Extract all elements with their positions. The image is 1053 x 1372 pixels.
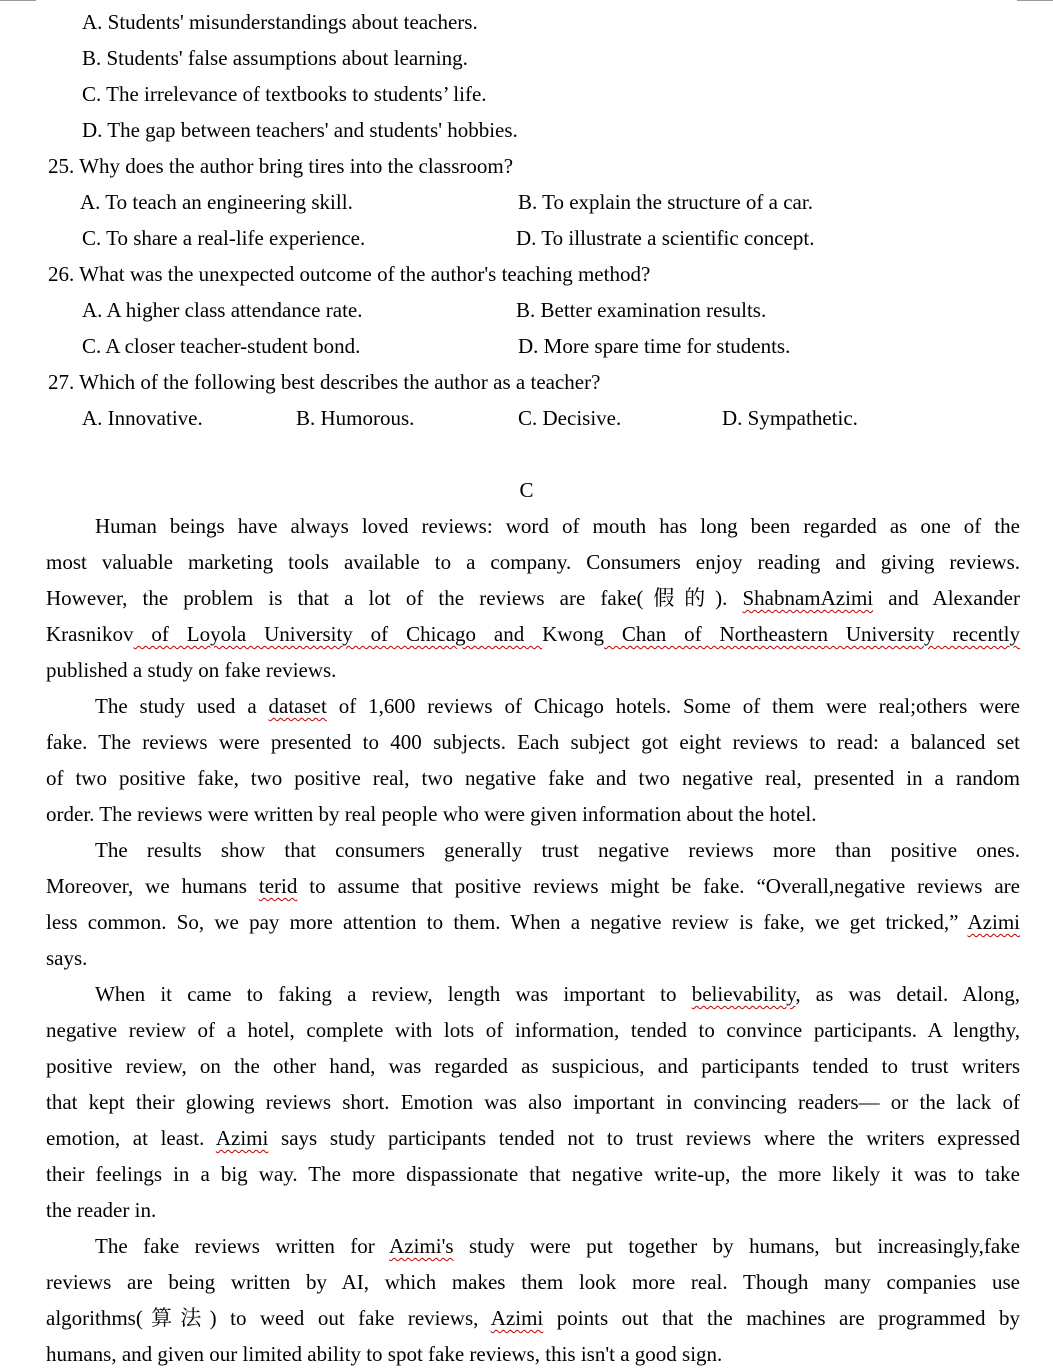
flagged-word: Azimi's <box>389 1234 454 1258</box>
flagged-word: of Loyola University of Chicago and <box>133 622 543 646</box>
q26-option-b: B. Better examination results. <box>516 298 767 322</box>
passage-line <box>46 868 1020 904</box>
line-text: Krasnikov <box>46 622 134 646</box>
flagged-word: Azimi <box>490 1306 544 1330</box>
paragraph-1 <box>46 508 1020 688</box>
q24-option-c: C. The irrelevance of textbooks to students’ life. <box>82 82 487 106</box>
passage-line <box>46 580 1020 616</box>
q27-option-b: B. Humorous. <box>296 406 415 430</box>
passage-line: says. <box>46 946 88 970</box>
paragraph-5 <box>46 1228 1020 1372</box>
q26-option-d: D. More spare time for students. <box>518 334 791 358</box>
passage-line: of two positive fake, two positive real, two negative fake and two negative real, presented in a random <box>46 766 1020 790</box>
paragraph-2 <box>46 688 1020 832</box>
q26-stem: 26. What was the unexpected outcome of the author's teaching method? <box>48 262 651 286</box>
passage-line: order. The reviews were written by real people who were given information about the hotel. <box>46 802 817 826</box>
passage-line: that kept their glowing reviews short. Emotion was also important in convincing readers— or the lack of <box>46 1090 1020 1114</box>
line-text: The study used a <box>95 694 269 718</box>
line-text: study were put together by humans, but increasingly,fake <box>453 1234 1021 1258</box>
q26-option-a: A. A higher class attendance rate. <box>82 298 363 322</box>
flagged-word: ShabnamAzimi <box>742 586 874 610</box>
q27-stem: 27. Which of the following best describes the author as a teacher? <box>48 370 601 394</box>
q27-option-d: D. Sympathetic. <box>722 406 858 430</box>
q26-option-c: C. A closer teacher-student bond. <box>82 334 361 358</box>
passage-line <box>46 1120 1020 1156</box>
q25-option-d: D. To illustrate a scientific concept. <box>516 226 815 250</box>
line-text: However, the problem is that a lot of the reviews are fake(假的). <box>46 586 743 610</box>
passage-line: reviews are being written by AI, which makes them look more real. Though many companies use <box>46 1270 1020 1294</box>
flagged-word: Chan of Northeastern University recently <box>604 622 1020 646</box>
q27-option-a: A. Innovative. <box>82 406 203 430</box>
passage-line <box>46 688 1020 724</box>
line-text: Kwong <box>542 622 604 646</box>
line-text: points out that the machines are programmed by <box>543 1306 1020 1330</box>
line-text: and Alexander <box>873 586 1020 610</box>
q25-option-a: A. To teach an engineering skill. <box>80 190 353 214</box>
section-heading: C <box>519 478 534 502</box>
line-text: algorithms(算法) to weed out fake reviews, <box>46 1306 491 1330</box>
passage-line: negative review of a hotel, complete with lots of information, tended to convince participants. A lengthy, <box>46 1018 1020 1042</box>
q25-stem: 25. Why does the author bring tires into the classroom? <box>48 154 514 178</box>
passage-line <box>46 616 1020 652</box>
paragraph-3 <box>46 832 1020 976</box>
q25-option-b: B. To explain the structure of a car. <box>518 190 813 214</box>
passage-line: Human beings have always loved reviews: word of mouth has long been regarded as one of the <box>95 514 1020 538</box>
passage-line: most valuable marketing tools available to a company. Consumers enjoy reading and giving reviews. <box>46 550 1020 574</box>
line-text: When it came to faking a review, length was important to <box>95 982 692 1006</box>
q25-option-c: C. To share a real-life experience. <box>82 226 366 250</box>
line-text: emotion, at least. <box>46 1126 216 1150</box>
line-text: to assume that positive reviews might be fake. “Overall,negative reviews are <box>297 874 1020 898</box>
line-text: says study participants tended not to trust reviews where the writers expressed <box>268 1126 1020 1150</box>
flagged-word: Azimi <box>967 910 1020 934</box>
line-text: less common. So, we pay more attention to them. When a negative review is fake, we get tricked,” <box>46 910 968 934</box>
passage-line: positive review, on the other hand, was regarded as suspicious, and participants tended to trust writers <box>46 1054 1020 1078</box>
line-text: The fake reviews written for <box>95 1234 390 1258</box>
flagged-word: Azimi <box>215 1126 269 1150</box>
line-text: of 1,600 reviews of Chicago hotels. Some of them were real;others were <box>326 694 1020 718</box>
passage-line <box>46 904 1020 940</box>
line-text: Moreover, we humans <box>46 874 259 898</box>
passage-line: The results show that consumers generally trust negative reviews more than positive ones. <box>95 838 1020 862</box>
passage-line: humans, and given our limited ability to spot fake reviews, this isn't a good sign. <box>46 1342 723 1366</box>
passage-line: their feelings in a big way. The more dispassionate that negative write-up, the more likely it was to take <box>46 1162 1020 1186</box>
passage-line: published a study on fake reviews. <box>46 658 337 682</box>
passage-line: fake. The reviews were presented to 400 subjects. Each subject got eight reviews to read: a balanced set <box>46 730 1020 754</box>
line-text: , as was detail. Along, <box>795 982 1020 1006</box>
flagged-word: believability <box>691 982 796 1006</box>
passage-line: the reader in. <box>46 1198 157 1222</box>
q24-option-d: D. The gap between teachers' and students' hobbies. <box>82 118 518 142</box>
q24-option-a: A. Students' misunderstandings about teachers. <box>82 10 478 34</box>
passage-line <box>46 1300 1020 1336</box>
q24-option-b: B. Students' false assumptions about learning. <box>82 46 468 70</box>
flagged-word: dataset <box>268 694 327 718</box>
passage-line <box>46 976 1020 1012</box>
flagged-word: terid <box>258 874 298 898</box>
page-corner-mark-right <box>1017 0 1053 1</box>
q27-option-c: C. Decisive. <box>518 406 622 430</box>
page-corner-mark-left <box>0 0 36 1</box>
paragraph-4 <box>46 976 1020 1228</box>
passage-line <box>46 1228 1020 1264</box>
